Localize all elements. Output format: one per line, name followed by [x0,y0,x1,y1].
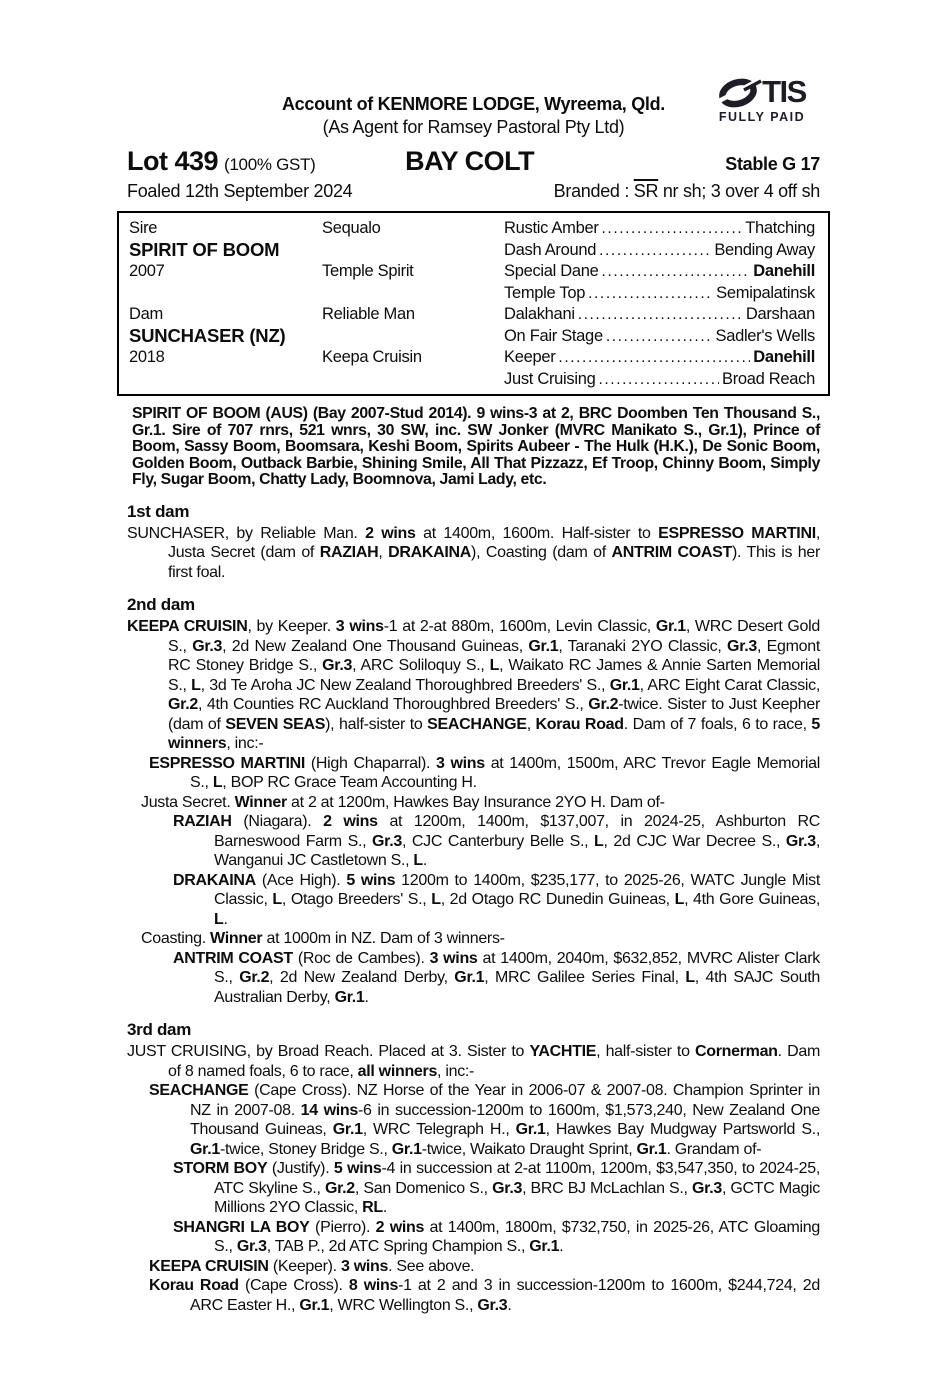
ggp-name: Danehill [753,262,815,280]
qtis-logo-subtitle: FULLY PAID [718,110,806,124]
dot-leader [602,218,743,240]
empty-cell [322,369,504,391]
pedigree-row [119,304,828,326]
grandsire-name [322,240,504,262]
sire-summary: SPIRIT OF BOOM (AUS) (Bay 2007-Stud 2014). 9 wins-3 at 2, BRC Doomben Ten Thousand S., Gr.1. Sire of 707 rnrs, 521 wnrs, 30 SW, inc. SW Jonker (MVRC Manikato S., Gr.1), Prince of Boom, Sassy Boom, Boomsara, Keshi Boom, Spirits Aubeer - The Hulk (H.K.), De Sonic Boom, Golden Boom, Outback Barbie, Shining Smile, All That Pizzazz, Ef Troop, Chinny Boom, Simply Fly, Sugar Boom, Chatty Lady, Boomnova, Jami Lady, etc. [132,405,820,489]
ggp-name: Rustic Amber [504,219,599,237]
section-heading: 1st dam [127,501,190,521]
ggp-name: Darshaan [745,305,815,323]
section-heading: 2nd dam [127,595,195,615]
pedigree-row [119,240,828,262]
great-grandparents [504,240,828,262]
pedigree-row [119,326,828,348]
ggp-name: Semipalatinsk [716,283,815,302]
dam-role-label: Dam [129,305,163,323]
foaled-date: Foaled 12th September 2024 [127,181,353,201]
brand-info [554,181,820,202]
pedigree-paragraph: JUST CRUISING, by Broad Reach. Placed at 3. Sister to YACHTIE, half-sister to Cornerman. Dam of 8 named foals, 6 to race, all winners, inc:- [127,1043,820,1080]
brand-mark: $\overline{SR}$ [633,181,659,201]
ggp-name: Special Dane [504,262,599,280]
ggp-name: Dalakhani [504,305,575,323]
stable-number: Stable G 17 [725,154,820,174]
great-grandparents [504,347,828,369]
section-2nd-dam [127,595,820,1007]
pedigree-paragraph: Korau Road (Cape Cross). 8 wins-1 at 2 and 3 in succession-1200m to 1600m, $244,724, 2d ARC Easter H., Gr.1, WRC Wellington S., Gr.3. [149,1277,820,1314]
ggp-name: Keeper [504,348,556,366]
account-line: Account of KENMORE LODGE, Wyreema, Qld. [281,94,666,114]
section-1st-dam [127,502,820,583]
empty-cell [322,283,504,305]
damsire-name: Reliable Man [322,305,415,323]
sire-role-label: Sire [129,219,158,237]
ggp-name: Just Cruising [504,369,596,388]
great-grandparents [504,261,828,283]
dot-leader [578,304,743,326]
ggp-name: Broad Reach [721,369,815,388]
pedigree-paragraph: KEEPA CRUISIN (Keeper). 3 wins. See above. [149,1257,475,1275]
great-grandparents [504,283,828,305]
ggp-name: Thatching [745,219,815,237]
gst-note: (100% GST) [224,155,316,174]
pedigree-row [119,283,828,305]
qtis-logo [700,74,824,124]
dot-leader [606,326,713,348]
pedigree-row [119,261,828,283]
pedigree-row [119,347,828,369]
great-grandparents [504,218,828,240]
great-grandparents [504,326,828,348]
pedigree-paragraph: Coasting. Winner at 1000m in NZ. Dam of 3 winners- [141,930,505,948]
section-heading: 3rd dam [127,1020,192,1040]
empty-cell [119,369,322,391]
great-grandparents [504,304,828,326]
empty-cell [119,283,322,305]
qtis-logo-row [700,74,824,108]
pedigree-paragraph: STORM BOY (Justify). 5 wins-4 in succession at 2-at 1100m, 1200m, $3,547,350, to 2024-25, ATC Skyline S., Gr.2, San Domenico S., Gr.3, BRC BJ McLachlan S., Gr.3, GCTC Magic Millions 2YO Classic, RL. [173,1160,821,1217]
grandsire-name: Sequalo [322,219,381,237]
catalogue-content [127,0,820,1315]
lot-number: Lot 439 [127,146,219,176]
page-header [127,0,820,202]
pedigree-paragraph: KEEPA CRUISIN, by Keeper. 3 wins-1 at 2-at 880m, 1600m, Levin Classic, Gr.1, WRC Desert Gold S., Gr.3, 2d New Zealand One Thousand Guineas, Gr.1, Taranaki 2YO Classic, Gr.3, Egmont RC Stoney Bridge S., Gr.3, ARC Soliloquy S., L, Waikato RC James & Annie Sarten Memorial S., L, 3d Te Aroha JC New Zealand Thoroughbred Breeders' S., Gr.1, ARC Eight Carat Classic, Gr.2, 4th Counties RC Auckland Thoroughbred Breeders' S., Gr.2-twice. Sister to Just Keepher (dam of SEVEN SEAS), half-sister to SEACHANGE, Korau Road. Dam of 7 foals, 6 to race, 5 winners, inc:- [127,618,821,753]
pedigree-row [119,218,828,240]
qtis-q-icon [718,74,762,108]
horse-type: BAY COLT [405,146,535,176]
pedigree-paragraph: SHANGRI LA BOY (Pierro). 2 wins at 1400m, 1800m, $732,750, in 2025-26, ATC Gloaming S., Gr.3, TAB P., 2d ATC Spring Champion S., Gr.1. [173,1218,820,1256]
sire-name: SPIRIT OF BOOM [129,238,280,260]
ggp-name: Temple Top [504,283,586,302]
foaled-row [127,181,820,202]
pedigree-paragraph: ANTRIM COAST (Roc de Cambes). 3 wins at 1400m, 2040m, $632,852, MVRC Alister Clark S., Gr.2, 2d New Zealand Derby, Gr.1, MRC Galilee Series Final, L, 4th SAJC South Australian Derby, Gr.1. [173,949,821,1006]
branded-suffix: nr sh; 3 over 4 off sh [658,181,820,201]
ggp-name: Danehill [753,348,815,366]
pedigree-paragraph: DRAKAINA (Ace High). 5 wins 1200m to 1400m, $235,177, to 2025-26, WATC Jungle Mist Classic, L, Otago Breeders' S., L, 2d Otago RC Dunedin Guineas, L, 4th Gore Guineas, L. [173,871,820,928]
pedigree-paragraph: RAZIAH (Niagara). 2 wins at 1200m, 1400m, $137,007, in 2024-25, Ashburton RC Barneswood Farm S., Gr.3, CJC Canterbury Belle S., L, 2d CJC War Decree S., Gr.3, Wanganui JC Castletown S., L. [173,813,820,870]
dot-leader [558,347,750,369]
qtis-logo-text: TIS [762,73,806,109]
pedigree-paragraph: Justa Secret. Winner at 2 at 1200m, Hawkes Bay Insurance 2YO H. Dam of- [141,793,665,811]
section-3rd-dam [127,1020,820,1315]
pedigree-paragraph: SUNCHASER, by Reliable Man. 2 wins at 1400m, 1600m. Half-sister to ESPRESSO MARTINI, Justa Secret (dam of RAZIAH, DRAKAINA), Coasting (dam of ANTRIM COAST). This is her first foal. [127,524,821,581]
branded-prefix: Branded : [553,181,634,201]
dot-leader [598,369,719,391]
damsire-name [322,326,504,348]
pedigree-paragraph: SEACHANGE (Cape Cross). NZ Horse of the Year in 2006-07 & 2007-08. Champion Sprinter in NZ in 2007-08. 14 wins-6 in succession-1200m to 1600m, $1,573,240, New Zealand One Thousand Guineas, Gr.1, WRC Telegraph H., Gr.1, Hawkes Bay Mudgway Partsworld S., Gr.1-twice, Stoney Bridge S., Gr.1-twice, Waikato Draught Sprint, Gr.1. Grandam of- [149,1082,820,1158]
sire-year: 2007 [129,262,165,280]
pedigree-paragraph: ESPRESSO MARTINI (High Chaparral). 3 wins at 1400m, 1500m, ARC Trevor Eagle Memorial S., L, BOP RC Grace Team Accounting H. [149,754,821,792]
pedigree-row [119,369,828,391]
lot-left-group [127,146,316,177]
ggp-name: Sadler's Wells [715,326,815,345]
dot-leader [588,283,713,305]
dam-year: 2018 [129,348,165,366]
granddam-name: Temple Spirit [322,262,414,280]
great-grandparents [504,369,828,391]
ggp-name: Dash Around [504,240,597,259]
lot-row [127,145,820,177]
pedigree-table [117,211,830,396]
granddam-name: Keepa Cruisin [322,348,422,366]
dot-leader [599,240,711,262]
ggp-name: Bending Away [714,240,815,259]
dam-name: SUNCHASER (NZ) [129,324,286,346]
dot-leader [602,261,751,283]
ggp-name: On Fair Stage [504,326,603,345]
agent-line: (As Agent for Ramsey Pastoral Pty Ltd) [322,117,625,137]
